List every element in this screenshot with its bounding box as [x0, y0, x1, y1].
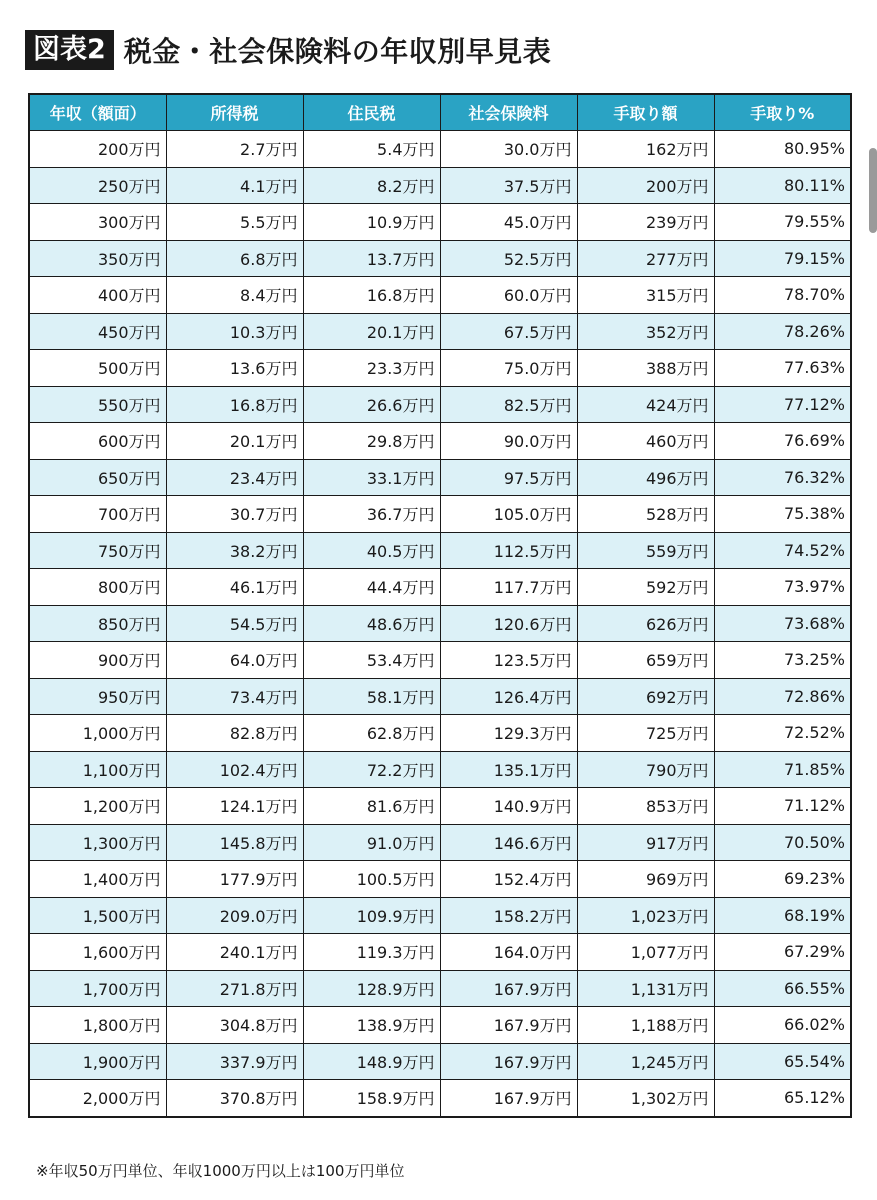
social-insurance-cell: 45.0万円	[440, 204, 577, 241]
resident-tax-cell: 23.3万円	[303, 350, 440, 387]
income-tax-cell: 16.8万円	[166, 386, 303, 423]
social-insurance-cell: 30.0万円	[440, 131, 577, 168]
column-header-gross-income: 年収（額面）	[29, 94, 166, 131]
take-home-cell: 692万円	[577, 678, 714, 715]
table-row	[29, 824, 851, 861]
take-home-percent-cell: 75.38%	[714, 496, 851, 533]
figure-badge: 図表2	[25, 30, 114, 70]
resident-tax-cell: 138.9万円	[303, 1007, 440, 1044]
social-insurance-cell: 75.0万円	[440, 350, 577, 387]
table-row	[29, 532, 851, 569]
take-home-percent-cell: 65.54%	[714, 1043, 851, 1080]
gross-income-cell: 950万円	[29, 678, 166, 715]
income-tax-cell: 20.1万円	[166, 423, 303, 460]
resident-tax-cell: 36.7万円	[303, 496, 440, 533]
resident-tax-cell: 26.6万円	[303, 386, 440, 423]
social-insurance-cell: 158.2万円	[440, 897, 577, 934]
gross-income-cell: 1,400万円	[29, 861, 166, 898]
income-tax-cell: 46.1万円	[166, 569, 303, 606]
resident-tax-cell: 148.9万円	[303, 1043, 440, 1080]
take-home-cell: 239万円	[577, 204, 714, 241]
resident-tax-cell: 29.8万円	[303, 423, 440, 460]
take-home-percent-cell: 76.32%	[714, 459, 851, 496]
take-home-cell: 528万円	[577, 496, 714, 533]
take-home-percent-cell: 73.68%	[714, 605, 851, 642]
scrollbar-thumb[interactable]	[869, 148, 877, 233]
resident-tax-cell: 10.9万円	[303, 204, 440, 241]
gross-income-cell: 1,900万円	[29, 1043, 166, 1080]
social-insurance-cell: 152.4万円	[440, 861, 577, 898]
gross-income-cell: 300万円	[29, 204, 166, 241]
resident-tax-cell: 158.9万円	[303, 1080, 440, 1117]
gross-income-cell: 800万円	[29, 569, 166, 606]
take-home-cell: 352万円	[577, 313, 714, 350]
take-home-cell: 388万円	[577, 350, 714, 387]
gross-income-cell: 1,100万円	[29, 751, 166, 788]
income-tax-cell: 4.1万円	[166, 167, 303, 204]
social-insurance-cell: 146.6万円	[440, 824, 577, 861]
tax-table	[28, 93, 852, 1118]
take-home-cell: 496万円	[577, 459, 714, 496]
resident-tax-cell: 13.7万円	[303, 240, 440, 277]
footnote: ※年収50万円単位、年収1000万円以上は100万円単位	[36, 1162, 405, 1180]
income-tax-cell: 337.9万円	[166, 1043, 303, 1080]
gross-income-cell: 350万円	[29, 240, 166, 277]
take-home-percent-cell: 77.63%	[714, 350, 851, 387]
table-row	[29, 897, 851, 934]
income-tax-cell: 145.8万円	[166, 824, 303, 861]
take-home-cell: 592万円	[577, 569, 714, 606]
income-tax-cell: 124.1万円	[166, 788, 303, 825]
column-header-take-home-percent: 手取り%	[714, 94, 851, 131]
gross-income-cell: 900万円	[29, 642, 166, 679]
table-row	[29, 313, 851, 350]
table-row	[29, 934, 851, 971]
social-insurance-cell: 112.5万円	[440, 532, 577, 569]
take-home-percent-cell: 71.85%	[714, 751, 851, 788]
income-tax-cell: 102.4万円	[166, 751, 303, 788]
column-header-resident-tax: 住民税	[303, 94, 440, 131]
take-home-cell: 626万円	[577, 605, 714, 642]
gross-income-cell: 650万円	[29, 459, 166, 496]
table-row	[29, 131, 851, 168]
gross-income-cell: 1,600万円	[29, 934, 166, 971]
income-tax-cell: 38.2万円	[166, 532, 303, 569]
take-home-cell: 659万円	[577, 642, 714, 679]
social-insurance-cell: 117.7万円	[440, 569, 577, 606]
resident-tax-cell: 81.6万円	[303, 788, 440, 825]
take-home-percent-cell: 72.52%	[714, 715, 851, 752]
income-tax-cell: 209.0万円	[166, 897, 303, 934]
table-row	[29, 240, 851, 277]
table-row	[29, 861, 851, 898]
gross-income-cell: 750万円	[29, 532, 166, 569]
social-insurance-cell: 120.6万円	[440, 605, 577, 642]
take-home-percent-cell: 69.23%	[714, 861, 851, 898]
take-home-cell: 1,131万円	[577, 970, 714, 1007]
gross-income-cell: 500万円	[29, 350, 166, 387]
resident-tax-cell: 62.8万円	[303, 715, 440, 752]
take-home-cell: 853万円	[577, 788, 714, 825]
gross-income-cell: 2,000万円	[29, 1080, 166, 1117]
social-insurance-cell: 90.0万円	[440, 423, 577, 460]
take-home-cell: 162万円	[577, 131, 714, 168]
income-tax-cell: 73.4万円	[166, 678, 303, 715]
resident-tax-cell: 5.4万円	[303, 131, 440, 168]
table-row	[29, 204, 851, 241]
gross-income-cell: 1,700万円	[29, 970, 166, 1007]
take-home-percent-cell: 79.15%	[714, 240, 851, 277]
social-insurance-cell: 167.9万円	[440, 1080, 577, 1117]
table-row	[29, 496, 851, 533]
gross-income-cell: 1,300万円	[29, 824, 166, 861]
take-home-cell: 315万円	[577, 277, 714, 314]
take-home-percent-cell: 80.11%	[714, 167, 851, 204]
column-header-income-tax: 所得税	[166, 94, 303, 131]
take-home-cell: 1,023万円	[577, 897, 714, 934]
social-insurance-cell: 97.5万円	[440, 459, 577, 496]
resident-tax-cell: 16.8万円	[303, 277, 440, 314]
table-row	[29, 751, 851, 788]
gross-income-cell: 700万円	[29, 496, 166, 533]
resident-tax-cell: 20.1万円	[303, 313, 440, 350]
social-insurance-cell: 167.9万円	[440, 1007, 577, 1044]
table-row	[29, 167, 851, 204]
income-tax-cell: 10.3万円	[166, 313, 303, 350]
social-insurance-cell: 52.5万円	[440, 240, 577, 277]
take-home-cell: 200万円	[577, 167, 714, 204]
take-home-percent-cell: 73.97%	[714, 569, 851, 606]
resident-tax-cell: 33.1万円	[303, 459, 440, 496]
social-insurance-cell: 126.4万円	[440, 678, 577, 715]
social-insurance-cell: 129.3万円	[440, 715, 577, 752]
take-home-percent-cell: 66.55%	[714, 970, 851, 1007]
gross-income-cell: 850万円	[29, 605, 166, 642]
income-tax-cell: 8.4万円	[166, 277, 303, 314]
column-header-social-insurance: 社会保険料	[440, 94, 577, 131]
table-row	[29, 715, 851, 752]
gross-income-cell: 1,200万円	[29, 788, 166, 825]
social-insurance-cell: 123.5万円	[440, 642, 577, 679]
table-row	[29, 459, 851, 496]
gross-income-cell: 600万円	[29, 423, 166, 460]
take-home-percent-cell: 76.69%	[714, 423, 851, 460]
gross-income-cell: 1,500万円	[29, 897, 166, 934]
take-home-percent-cell: 80.95%	[714, 131, 851, 168]
figure-title: 税金・社会保険料の年収別早見表	[123, 35, 552, 68]
resident-tax-cell: 109.9万円	[303, 897, 440, 934]
table-row	[29, 788, 851, 825]
take-home-cell: 917万円	[577, 824, 714, 861]
table-row	[29, 1043, 851, 1080]
income-tax-cell: 23.4万円	[166, 459, 303, 496]
take-home-cell: 460万円	[577, 423, 714, 460]
table-body	[29, 131, 851, 1117]
income-tax-cell: 271.8万円	[166, 970, 303, 1007]
take-home-cell: 969万円	[577, 861, 714, 898]
take-home-percent-cell: 74.52%	[714, 532, 851, 569]
take-home-cell: 1,188万円	[577, 1007, 714, 1044]
social-insurance-cell: 164.0万円	[440, 934, 577, 971]
take-home-percent-cell: 77.12%	[714, 386, 851, 423]
gross-income-cell: 1,000万円	[29, 715, 166, 752]
take-home-percent-cell: 65.12%	[714, 1080, 851, 1117]
take-home-cell: 790万円	[577, 751, 714, 788]
column-header-take-home: 手取り額	[577, 94, 714, 131]
take-home-percent-cell: 72.86%	[714, 678, 851, 715]
income-tax-cell: 2.7万円	[166, 131, 303, 168]
take-home-percent-cell: 70.50%	[714, 824, 851, 861]
social-insurance-cell: 140.9万円	[440, 788, 577, 825]
table-row	[29, 386, 851, 423]
take-home-percent-cell: 67.29%	[714, 934, 851, 971]
take-home-percent-cell: 78.70%	[714, 277, 851, 314]
resident-tax-cell: 40.5万円	[303, 532, 440, 569]
social-insurance-cell: 167.9万円	[440, 970, 577, 1007]
income-tax-cell: 30.7万円	[166, 496, 303, 533]
take-home-cell: 1,302万円	[577, 1080, 714, 1117]
table-row	[29, 350, 851, 387]
income-tax-cell: 82.8万円	[166, 715, 303, 752]
take-home-percent-cell: 66.02%	[714, 1007, 851, 1044]
take-home-cell: 277万円	[577, 240, 714, 277]
table-row	[29, 642, 851, 679]
take-home-cell: 559万円	[577, 532, 714, 569]
table-row	[29, 423, 851, 460]
income-tax-cell: 13.6万円	[166, 350, 303, 387]
resident-tax-cell: 128.9万円	[303, 970, 440, 1007]
social-insurance-cell: 60.0万円	[440, 277, 577, 314]
income-tax-cell: 370.8万円	[166, 1080, 303, 1117]
social-insurance-cell: 82.5万円	[440, 386, 577, 423]
table-row	[29, 678, 851, 715]
table-row	[29, 569, 851, 606]
take-home-cell: 424万円	[577, 386, 714, 423]
income-tax-cell: 304.8万円	[166, 1007, 303, 1044]
resident-tax-cell: 119.3万円	[303, 934, 440, 971]
take-home-cell: 1,077万円	[577, 934, 714, 971]
table-row	[29, 1007, 851, 1044]
take-home-percent-cell: 78.26%	[714, 313, 851, 350]
table-row	[29, 277, 851, 314]
income-tax-cell: 177.9万円	[166, 861, 303, 898]
table-row	[29, 970, 851, 1007]
figure-header	[25, 28, 551, 72]
income-tax-cell: 6.8万円	[166, 240, 303, 277]
resident-tax-cell: 48.6万円	[303, 605, 440, 642]
gross-income-cell: 200万円	[29, 131, 166, 168]
take-home-percent-cell: 73.25%	[714, 642, 851, 679]
take-home-percent-cell: 79.55%	[714, 204, 851, 241]
table-header-row	[29, 94, 851, 131]
gross-income-cell: 250万円	[29, 167, 166, 204]
social-insurance-cell: 105.0万円	[440, 496, 577, 533]
resident-tax-cell: 100.5万円	[303, 861, 440, 898]
income-tax-cell: 64.0万円	[166, 642, 303, 679]
take-home-percent-cell: 71.12%	[714, 788, 851, 825]
gross-income-cell: 400万円	[29, 277, 166, 314]
resident-tax-cell: 72.2万円	[303, 751, 440, 788]
resident-tax-cell: 44.4万円	[303, 569, 440, 606]
gross-income-cell: 1,800万円	[29, 1007, 166, 1044]
take-home-percent-cell: 68.19%	[714, 897, 851, 934]
social-insurance-cell: 67.5万円	[440, 313, 577, 350]
take-home-cell: 725万円	[577, 715, 714, 752]
resident-tax-cell: 91.0万円	[303, 824, 440, 861]
income-tax-cell: 54.5万円	[166, 605, 303, 642]
social-insurance-cell: 135.1万円	[440, 751, 577, 788]
social-insurance-cell: 167.9万円	[440, 1043, 577, 1080]
resident-tax-cell: 8.2万円	[303, 167, 440, 204]
gross-income-cell: 450万円	[29, 313, 166, 350]
resident-tax-cell: 53.4万円	[303, 642, 440, 679]
take-home-cell: 1,245万円	[577, 1043, 714, 1080]
resident-tax-cell: 58.1万円	[303, 678, 440, 715]
gross-income-cell: 550万円	[29, 386, 166, 423]
table-row	[29, 1080, 851, 1117]
table-row	[29, 605, 851, 642]
income-tax-cell: 5.5万円	[166, 204, 303, 241]
income-tax-cell: 240.1万円	[166, 934, 303, 971]
social-insurance-cell: 37.5万円	[440, 167, 577, 204]
